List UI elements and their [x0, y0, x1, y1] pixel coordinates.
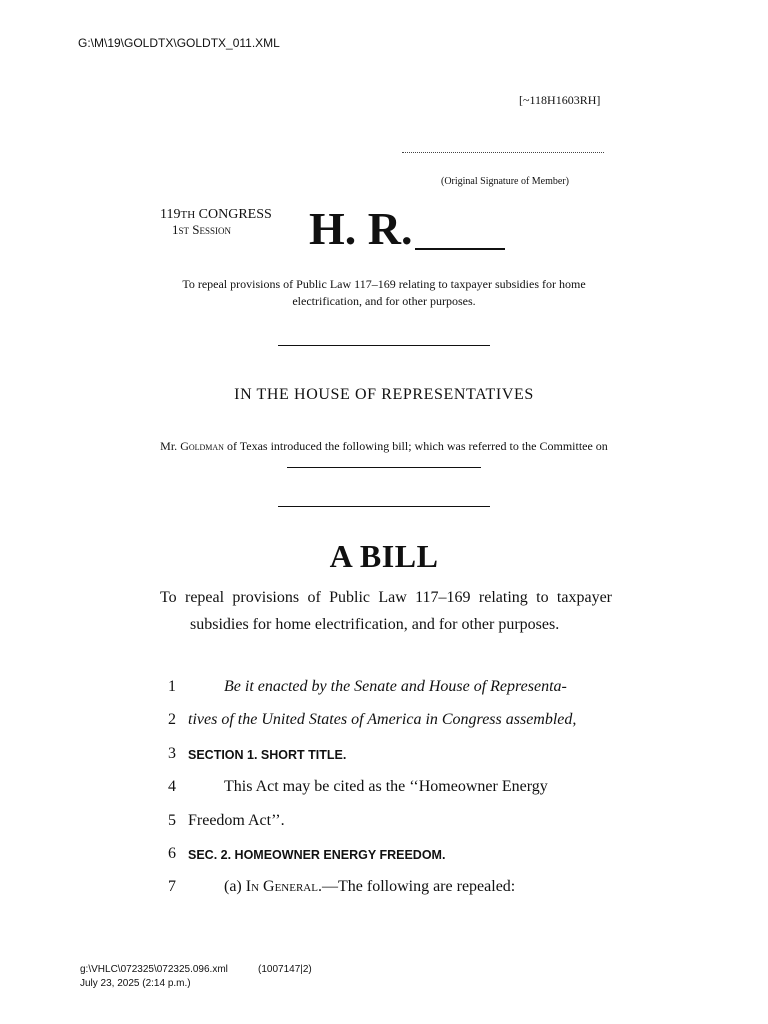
bill-line: [160, 845, 612, 869]
congress-number: 119: [160, 207, 181, 222]
bill-line: [160, 711, 612, 735]
subsection-text: .—The following are repealed:: [317, 878, 516, 895]
line-text: Be it enacted by the Senate and House of Representa-: [224, 678, 567, 695]
section-heading: SECTION 1. SHORT TITLE.: [188, 748, 347, 762]
signature-caption: (Original Signature of Member): [440, 176, 570, 187]
divider-rule: [278, 345, 490, 346]
subsection-prefix: (a): [224, 878, 246, 895]
footer-code: (1007147|2): [258, 964, 312, 975]
footer-date: July 23, 2025 (2:14 p.m.): [80, 978, 191, 989]
file-path-header: G:\M\19\GOLDTX\GOLDTX_011.XML: [78, 36, 280, 50]
bill-line: [160, 745, 612, 769]
footer-file-path: g:\VHLC\072325\072325.096.xml: [80, 964, 228, 975]
section-heading: SEC. 2. HOMEOWNER ENERGY FREEDOM.: [188, 848, 446, 862]
document-code: [~118H1603RH]: [519, 93, 601, 107]
line-text: This Act may be cited as the ‘‘Homeowner Energy: [224, 778, 548, 795]
line-number: 1: [168, 678, 176, 695]
long-title-text: To repeal provisions of Public Law 117–169 relating to taxpayer subsidies for home electrification, and for other purposes.: [160, 589, 612, 633]
line-number: 6: [168, 845, 176, 862]
intro-prefix: Mr.: [160, 439, 181, 453]
line-number: 4: [168, 778, 176, 795]
introduction-text: [160, 437, 608, 473]
congress-word: CONGRESS: [195, 207, 272, 222]
house-heading: IN THE HOUSE OF REPRESENTATIVES: [234, 386, 534, 403]
line-number: 5: [168, 812, 176, 829]
bill-line: [160, 678, 612, 702]
committee-blank: [287, 456, 481, 468]
line-number: 3: [168, 745, 176, 762]
bill-line: [160, 812, 612, 836]
bill-number-title: H. R.: [309, 203, 413, 254]
intro-body: of Texas introduced the following bill; which was referred to the Committee on: [223, 439, 608, 453]
line-number: 2: [168, 711, 176, 728]
session-label: 1st Session: [172, 222, 231, 237]
congress-ordinal: TH: [180, 209, 196, 221]
line-text: [224, 878, 612, 896]
line-text: Freedom Act’’.: [188, 812, 285, 829]
bill-line: [160, 878, 612, 902]
line-text: tives of the United States of America in Congress assembled,: [188, 711, 577, 728]
line-number: 7: [168, 878, 176, 895]
member-name: Goldman: [180, 439, 224, 453]
bill-number-blank: [415, 248, 505, 250]
short-caption: To repeal provisions of Public Law 117–169 relating to taxpayer subsidies for home electrification, and for other purposes.: [182, 277, 586, 308]
bill-line: [160, 778, 612, 802]
subsection-heading: In General: [245, 878, 318, 895]
signature-line: [402, 152, 604, 153]
long-title: [160, 585, 612, 638]
divider-rule: [278, 506, 490, 507]
bill-heading: A BILL: [329, 538, 439, 574]
